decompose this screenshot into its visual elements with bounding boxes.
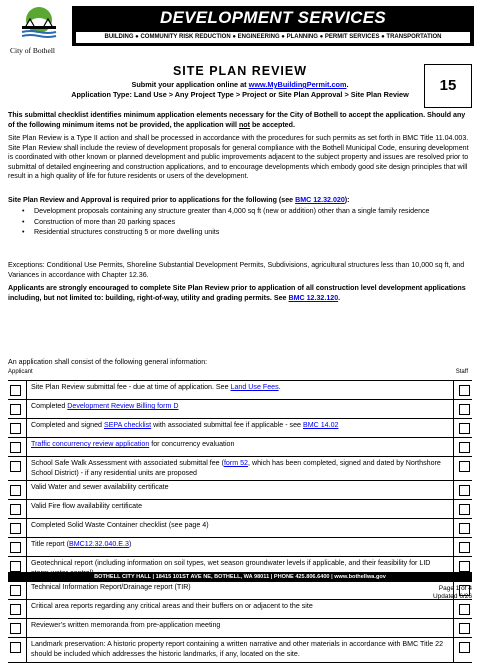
staff-checkbox[interactable] <box>459 485 470 496</box>
table-row <box>8 380 472 400</box>
checklist-link[interactable]: form 52 <box>223 459 248 467</box>
form-number: 15 <box>424 64 472 108</box>
applicant-checkbox[interactable] <box>10 542 21 553</box>
mybuildingpermit-link[interactable]: www.MyBuildingPermit.com <box>248 80 347 89</box>
bmc-12-32-120-link[interactable]: BMC 12.32.120 <box>288 293 339 302</box>
applicant-checkbox[interactable] <box>10 585 21 596</box>
checklist-item-text: Site Plan Review submittal fee - due at time of application. See Land Use Fees. <box>26 381 454 399</box>
applicant-checkbox[interactable] <box>10 485 21 496</box>
checklist-link[interactable]: Land Use Fees <box>230 383 279 391</box>
footer-bar: BOTHELL CITY HALL | 18415 101ST AVE NE, BOTHELL, WA 98011 | PHONE 425.806.6400 | www.bothellwa.gov <box>8 572 472 582</box>
checklist-item-text: Title report (BMC12.32.040.E.3) <box>26 538 454 556</box>
encouraged-text: Applicants are strongly encouraged to complete Site Plan Review prior to application of all construction level development applications including, but not limited to: building, right-of-way, utility and grading permits. See BMC 12.32.120. <box>8 284 466 302</box>
staff-label: Staff <box>455 369 468 375</box>
applicant-checkbox[interactable] <box>10 642 21 653</box>
exceptions-text: Exceptions: Conditional Use Permits, Shoreline Substantial Development Permits, Subdivisions, agricultural structures less than 10,000 sq ft, and Variances in accordance with Chapter 12.36. <box>8 261 465 279</box>
applicant-checkbox[interactable] <box>10 442 21 453</box>
checklist-link[interactable]: SEPA checklist <box>103 421 152 429</box>
updated-date: Updated 6/26 <box>432 593 472 600</box>
checklist-item-text: Completed Development Review Billing form D <box>26 400 454 418</box>
table-row <box>8 600 472 619</box>
applicant-checkbox[interactable] <box>10 504 21 515</box>
table-row <box>8 519 472 538</box>
checklist-item-text: Landmark preservation: A historic property report containing a written narrative and other materials in accordance with BMC Title 22 should be included which addresses the historic landmarks, if any, located on the site. <box>26 638 454 661</box>
applicant-checkbox[interactable] <box>10 604 21 615</box>
table-row <box>8 581 472 600</box>
required-heading: Site Plan Review and Approval is required prior to applications for the following (see BMC 12.32.020): <box>8 196 350 204</box>
staff-checkbox[interactable] <box>459 385 470 396</box>
applicant-label: Applicant <box>8 369 33 375</box>
staff-checkbox[interactable] <box>459 423 470 434</box>
submittal-notice: This submittal checklist identifies minimum application elements necessary for the City of Bothell to accept the application. Should any of the following minimum items not be provided, the application will not be accepted. <box>8 111 466 129</box>
checklist-item-text: Completed Solid Waste Container checklist (see page 4) <box>26 519 454 537</box>
logo-text: City of Bothell <box>10 46 55 55</box>
checklist-item-text: Traffic concurrency review application for concurrency evaluation <box>26 438 454 456</box>
checklist-link[interactable]: BMC12.32.040.E.3 <box>68 540 129 549</box>
staff-checkbox[interactable] <box>459 504 470 515</box>
consist-text: An application shall consist of the following general information: <box>8 358 208 366</box>
table-row <box>8 400 472 419</box>
applicant-checkbox[interactable] <box>10 523 21 534</box>
table-row <box>8 638 472 662</box>
list-item: • Construction of more than 20 parking spaces <box>22 218 462 228</box>
table-row <box>8 500 472 519</box>
checklist-item-text: School Safe Walk Assessment with associated submittal fee (form 52, which has been completed, signed and dated by Northshore School District) - if any residential units are proposed <box>26 457 454 480</box>
page-header <box>8 4 474 58</box>
checklist-link[interactable]: BMC 14.02 <box>302 421 339 429</box>
table-row <box>8 457 472 481</box>
staff-checkbox[interactable] <box>459 561 470 572</box>
applicant-checkbox[interactable] <box>10 385 21 396</box>
table-row <box>8 481 472 500</box>
bmc-12-32-020-link[interactable]: BMC 12.32.020 <box>295 196 345 204</box>
bothell-logo-icon <box>18 6 60 44</box>
staff-checkbox[interactable] <box>459 404 470 415</box>
table-row <box>8 619 472 638</box>
page-number: Page 1 of 4 <box>438 585 472 592</box>
table-row <box>8 438 472 457</box>
required-list <box>22 207 462 239</box>
page-info <box>433 585 472 601</box>
staff-checkbox[interactable] <box>459 623 470 634</box>
application-type: Application Type: Land Use > Any Project Type > Project or Site Plan Approval > Site Plan Review <box>71 90 409 99</box>
table-row <box>8 538 472 557</box>
checklist-link[interactable]: Traffic concurrency review application <box>31 440 150 448</box>
list-item: • Residential structures constructing 5 or more dwelling units <box>22 228 462 238</box>
checklist-item-text: Geotechnical report (including information on soil types, wet season groundwater levels if applicable, and their feasibility for LID <box>26 557 454 580</box>
applicant-checkbox[interactable] <box>10 561 21 572</box>
checklist-link[interactable]: Development Review Billing form D <box>67 402 179 410</box>
banner-subtitle: BUILDING ● COMMUNITY RISK REDUCTION ● ENGINEERING ● PLANNING ● PERMIT SERVICES ● TRANSPORTATION <box>76 32 470 43</box>
table-row <box>8 419 472 438</box>
applicant-checkbox[interactable] <box>10 623 21 634</box>
column-labels <box>8 369 472 375</box>
checklist-item-text: Valid Fire flow availability certificate <box>26 500 454 518</box>
staff-checkbox[interactable] <box>459 642 470 653</box>
checklist-item-text: Valid Water and sewer availability certificate <box>26 481 454 499</box>
submittal-checklist <box>8 380 472 663</box>
list-item: • Development proposals containing any structure greater than 4,000 sq ft (new or addition) other than a single family residence <box>22 207 462 217</box>
city-logo <box>8 4 70 58</box>
staff-checkbox[interactable] <box>459 604 470 615</box>
document-title-block <box>58 64 422 106</box>
staff-checkbox[interactable] <box>459 461 470 472</box>
checklist-item-text: Technical Information Report/Drainage report (TIR) <box>26 581 454 599</box>
banner <box>72 6 474 46</box>
staff-checkbox[interactable] <box>459 442 470 453</box>
staff-checkbox[interactable] <box>459 523 470 534</box>
document-title: SITE PLAN REVIEW <box>172 64 308 78</box>
intro-paragraph: Site Plan Review is a Type II action and shall be processed in accordance with the procedures for such permits as set forth in BMC Title 11.04.003. Site Plan Review shall include the review of development proposals for general compliance with the Bothell Municipal Code, ensuring development is coordinated with other known or planned development and public improvements adjacent to the subject property and issues are resolved prior to submittal of detailed engineering and construction applications, and to encourage developments which embody good site design principles that will result in a high quality of life for future residents or users of the development. <box>8 134 469 181</box>
submit-online-line: Submit your application online at www.MyBuildingPermit.com. <box>131 80 349 89</box>
checklist-item-text: Reviewer’s written memoranda from pre-application meeting <box>26 619 454 637</box>
applicant-checkbox[interactable] <box>10 461 21 472</box>
staff-checkbox[interactable] <box>459 542 470 553</box>
checklist-item-text: Critical area reports regarding any critical areas and their buffers on or adjacent to the site <box>26 600 454 618</box>
applicant-checkbox[interactable] <box>10 423 21 434</box>
checklist-item-text: Completed and signed SEPA checklist with associated submittal fee if applicable - see BMC 14.02 <box>26 419 454 437</box>
banner-title: DEVELOPMENT SERVICES <box>159 8 387 27</box>
applicant-checkbox[interactable] <box>10 404 21 415</box>
